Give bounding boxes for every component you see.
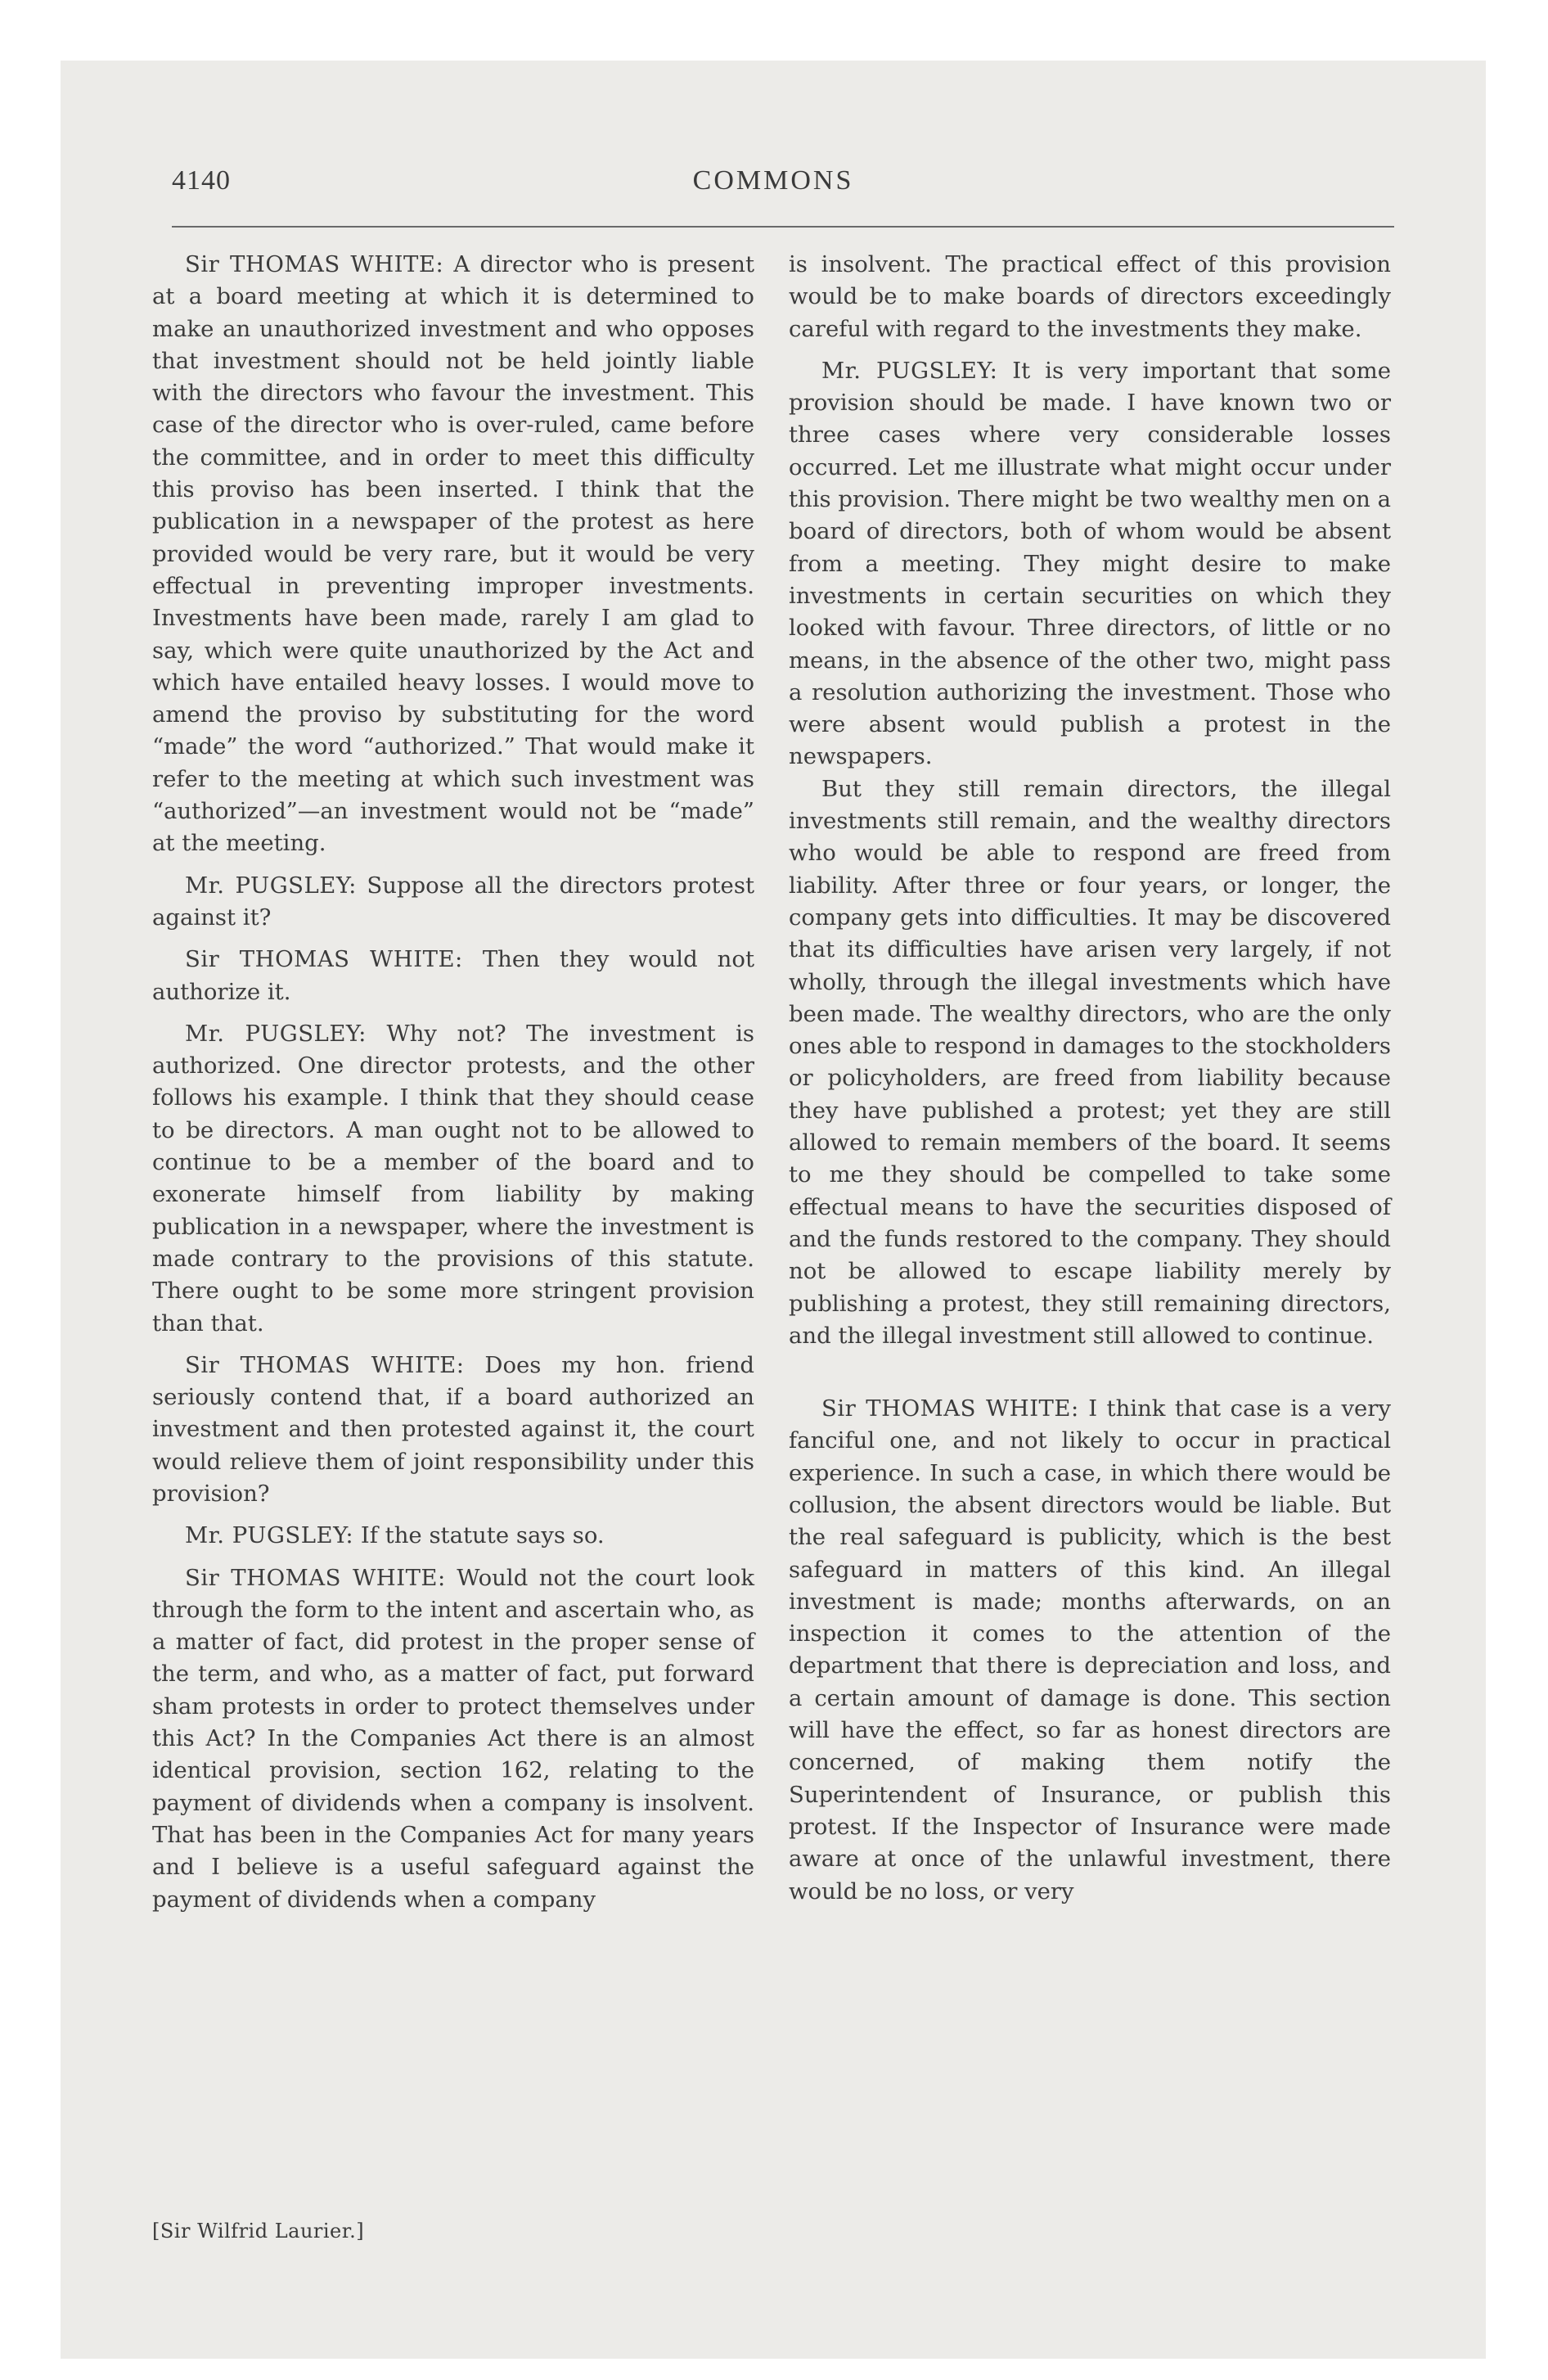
paragraph (789, 355, 1391, 773)
speaker-name: Sir THOMAS WHITE: (185, 1564, 446, 1591)
speaker-name: Sir THOMAS WHITE: (821, 1395, 1079, 1422)
page-number: 4140 (172, 165, 231, 196)
paragraph (152, 1562, 754, 1916)
paragraph-text: I think that case is a very fanciful one, and not likely to occur in practical experience. In such a case, in which there would be collusion, the absent directors would be liable. But the real safeguard is publicity, which is the best safeguard in matters of this kind. An illegal investment is made; months afterwards, on an inspection it comes to the attention of the department that there is depreciation and loss, and a certain amount of damage is done. This section will have the effect, so far as honest directors are concerned, of making them notify the Superintendent of Insurance, or publish this protest. If the Inspector of Insurance were made aware at once of the unlawful investment, there would be no loss, or very (789, 1395, 1391, 1904)
speaker-name: Sir THOMAS WHITE: (185, 946, 463, 973)
header-rule (172, 226, 1394, 228)
paragraph-text: A director who is present at a board meeting at which it is determined to make an unauthorized investment and who opposes that investment should not be held jointly liable with the directors who favour the investment. This case of the director who is over-ruled, came before the committee, and in order to meet this difficulty this proviso has been inserted. I think that the publication in a newspaper of the protest as here provided would be very rare, but it would be very effectual in preventing improper investments. Investments have been made, rarely I am glad to say, which were quite unauthorized by the Act and which have entailed heavy losses. I would move to amend the proviso by substituting for the word “made” the word “authorized.” That would make it refer to the meeting at which such investment was “authorized”—an investment would not be “made” at the meeting. (152, 251, 754, 857)
paragraph (789, 249, 1391, 345)
paragraph-text: Does my hon. friend seriously contend that, if a board authorized an investment and then protested against it, the court would relieve them of joint responsibility under this provision? (152, 1351, 755, 1507)
paragraph-text: is insolvent. The practical effect of this provision would be to make boards of directors exceedingly careful with regard to the investments they make. (789, 251, 1391, 342)
speaker-name: Mr. PUGSLEY: (821, 357, 998, 384)
paragraph (789, 1393, 1391, 1908)
running-head: COMMONS (692, 165, 854, 196)
paragraph (152, 249, 754, 860)
paragraph (789, 773, 1391, 1352)
paragraph (152, 944, 754, 1008)
paragraph-text: But they still remain directors, the illegal investments still remain, and the wealthy directors who would be able to respond are freed from liability. After three or four years, or longer, the company gets into difficulties. It may be discovered that its difficulties have arisen very largely, if not wholly, through the illegal investments which have been made. The wealthy directors, who are the only ones able to respond in damages to the stockholders or policyholders, are freed from liability because they have published a protest; yet they are still allowed to remain members of the board. It seems to me they should be compelled to take some effectual means to have the securities disposed of and the funds restored to the company. They should not be allowed to escape liability merely by publishing a protest, they still remaining directors, and the illegal investment still allowed to continue. (789, 775, 1391, 1349)
paragraph (152, 870, 754, 935)
paragraph-text: It is very important that some provision should be made. I have known two or three cases where very considerable losses occurred. Let me illustrate what might occur under this provision. There might be two wealthy men on a board of directors, both of whom would be absent from a meeting. They might desire to make investments in certain securities on which they looked with favour. Three directors, of little or no means, in the absence of the other two, might pass a resolution authorizing the investment. Those who were absent would publish a protest in the newspapers. (789, 357, 1391, 770)
speaker-name: Mr. PUGSLEY: (185, 1020, 367, 1047)
paragraph-text: If the statute says so. (353, 1522, 605, 1549)
paragraph-text: Then they would not authorize it. (152, 946, 755, 1005)
paragraph-text: Why not? The investment is authorized. One director protests, and the other follows his example. I think that they should cease to be directors. A man ought not to be allowed to continue to be a member of the board and to exonerate himself from liability by making publication in a newspaper, where the investment is made contrary to the provisions of this statute. There ought to be some more stringent provision than that. (152, 1020, 754, 1336)
right-column (789, 249, 1391, 1908)
document-page (61, 61, 1486, 2359)
speaker-footnote: [Sir Wilfrid Laurier.] (152, 2220, 365, 2243)
speaker-name: Sir THOMAS WHITE: (185, 251, 444, 277)
speaker-name: Mr. PUGSLEY: (185, 872, 357, 899)
paragraph (152, 1350, 754, 1510)
speaker-name: Mr. PUGSLEY: (185, 1522, 354, 1549)
page-header (61, 165, 1486, 214)
paragraph-text: Suppose all the directors protest against it? (152, 872, 754, 931)
paragraph (152, 1018, 754, 1340)
left-column (152, 249, 754, 1916)
speaker-name: Sir THOMAS WHITE: (185, 1351, 465, 1378)
paragraph (152, 1520, 754, 1552)
paragraph-text: Would not the court look through the form to the intent and ascertain who, as a matter of fact, did protest in the proper sense of the term, and who, as a matter of fact, put forward sham protests in order to protect themselves under this Act? In the Companies Act there is an almost identical provision, section 162, relating to the payment of dividends when a company is insolvent. That has been in the Companies Act for many years and I believe is a useful safeguard against the payment of dividends when a company (152, 1564, 754, 1913)
